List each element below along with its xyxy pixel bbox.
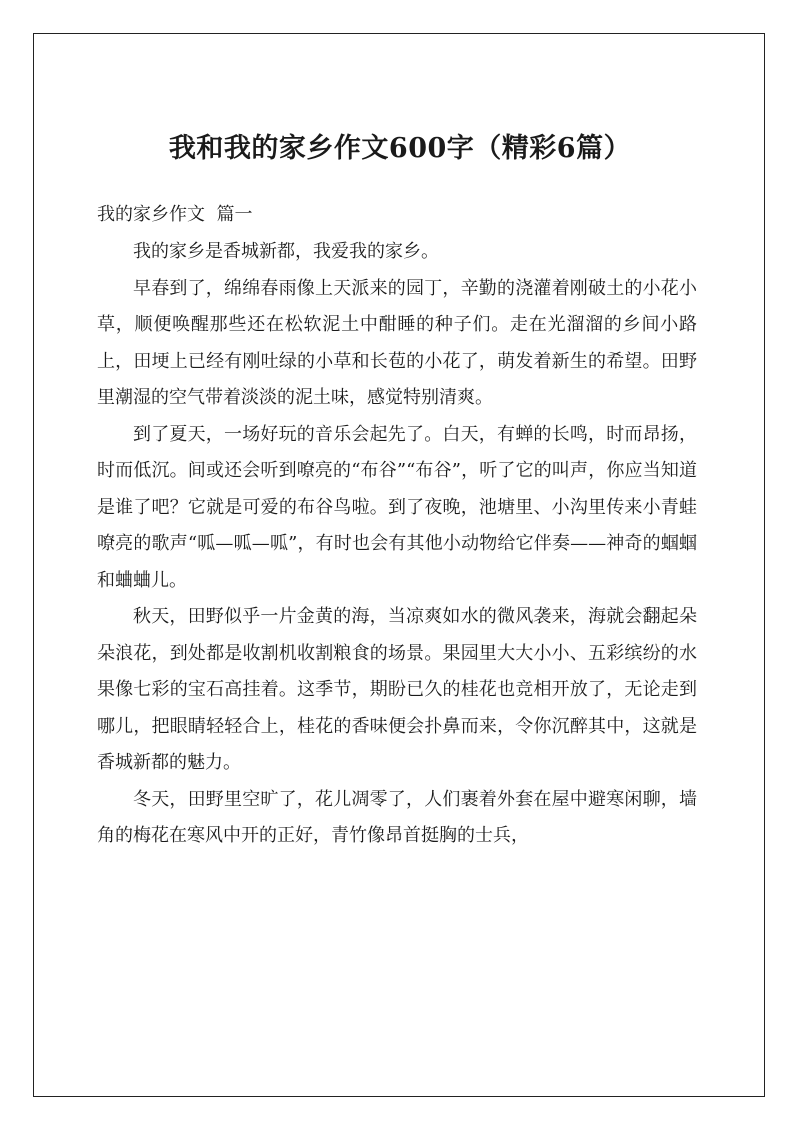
paragraph: 到了夏天，一场好玩的音乐会起先了。白天，有蝉的长鸣，时而昂扬，时而低沉。间或还会听到嘹亮的“布谷”“布谷”，听了它的叫声，你应当知道是谁了吧？它就是可爱的布谷鸟啦。到了夜晚，池塘里、小沟里传来小青蛙嘹亮的歌声“呱—呱—呱”，有时也会有其他小动物给它伴奏——神奇的蝈蝈和蛐蛐儿。 <box>97 423 697 591</box>
article-body <box>97 234 697 855</box>
paragraph: 我的家乡是香城新都，我爱我的家乡。 <box>133 241 439 262</box>
section-heading: 我的家乡作文 篇一 <box>97 204 253 225</box>
paragraph: 秋天，田野似乎一片金黄的海，当凉爽如水的微风袭来，海就会翻起朵朵浪花，到处都是收割机收割粮食的场景。果园里大大小小、五彩缤纷的水果像七彩的宝石高挂着。这季节，期盼已久的桂花也竞相开放了，无论走到哪儿，把眼睛轻轻合上，桂花的香味便会扑鼻而来，令你沉醉其中，这就是香城新都的魅力。 <box>97 606 697 773</box>
paragraph: 早春到了，绵绵春雨像上天派来的园丁，辛勤的浇灌着刚破土的小花小草，顺便唤醒那些还在松软泥土中酣睡的种子们。走在光溜溜的乡间小路上，田埂上已经有刚吐绿的小草和长苞的小花了，萌发着新生的希望。田野里潮湿的空气带着淡淡的泥土味，感觉特别清爽。 <box>97 277 697 408</box>
document-title: 我和我的家乡作文600字（精彩6篇） <box>168 133 632 164</box>
paragraph: 冬天，田野里空旷了，花儿凋零了，人们裹着外套在屋中避寒闲聊，墙角的梅花在寒风中开的正好，青竹像昂首挺胸的士兵， <box>97 788 697 846</box>
